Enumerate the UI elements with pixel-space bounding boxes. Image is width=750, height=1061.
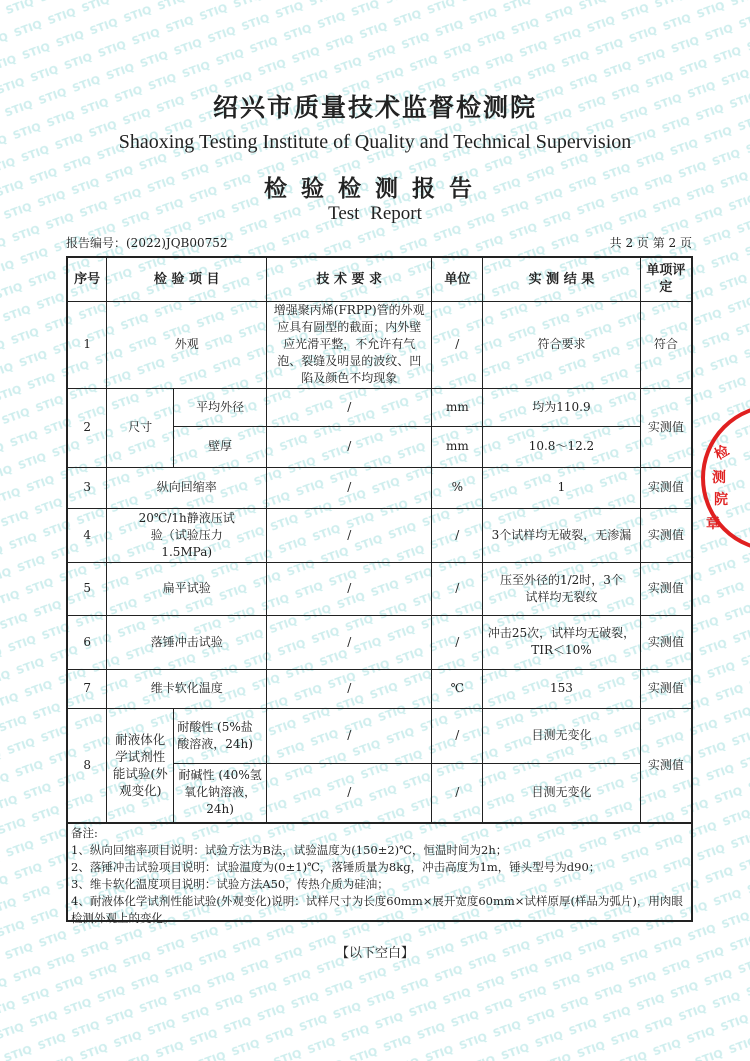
header-no: 序号 <box>67 257 107 301</box>
cell-eval: 实测值 <box>640 388 692 467</box>
cell-result: 目测无变化 <box>483 708 640 763</box>
cell-no: 4 <box>67 508 107 562</box>
cell-req: / <box>267 426 432 467</box>
table-row <box>67 669 692 708</box>
cell-result: 10.8～12.2 <box>483 426 640 467</box>
cell-no: 8 <box>67 708 107 823</box>
cell-unit: / <box>432 301 483 388</box>
cell-result: 压至外径的1/2时，3个试样均无裂纹 <box>483 562 640 615</box>
test-results-table <box>66 256 693 824</box>
cell-result: 153 <box>483 669 640 708</box>
cell-subitem: 壁厚 <box>174 426 267 467</box>
cell-subitem: 平均外径 <box>174 388 267 426</box>
cell-item: 尺寸 <box>107 388 174 467</box>
cell-item: 20℃/1h静液压试验（试验压力1.5MPa) <box>107 508 267 562</box>
header-item: 检 验 项 目 <box>107 257 267 301</box>
cell-subitem: 耐碱性 (40%氢氧化钠溶液，24h) <box>174 763 267 823</box>
cell-eval: 实测值 <box>640 708 692 823</box>
note-line: 2、落锤冲击试验项目说明：试验温度为(0±1)℃，落锤质量为8kg，冲击高度为1m，锤头型号为d90； <box>71 860 601 874</box>
institute-name-en: Shaoxing Testing Institute of Quality and Technical Supervision <box>118 131 632 153</box>
cell-unit: / <box>432 508 483 562</box>
note-line: 1、纵向回缩率项目说明：试验方法为B法，试验温度为(150±2)℃，恒温时间为2h； <box>71 843 508 857</box>
cell-result: 符合要求 <box>483 301 640 388</box>
table-row <box>67 301 692 388</box>
cell-item: 维卡软化温度 <box>107 669 267 708</box>
cell-req: / <box>267 562 432 615</box>
institute-name-cn: 绍兴市质量技术监督检测院 <box>212 93 537 122</box>
note-line: 3、维卡软化温度项目说明：试验方法A50，传热介质为硅油； <box>71 877 389 891</box>
cell-eval: 实测值 <box>640 669 692 708</box>
cell-no: 3 <box>67 467 107 508</box>
svg-text:章: 章 <box>706 516 720 532</box>
cell-item: 扁平试验 <box>107 562 267 615</box>
cell-eval: 实测值 <box>640 467 692 508</box>
svg-text:检: 检 <box>712 442 733 464</box>
note-line: 4、耐液体化学试剂性能试验(外观变化)说明：试样尺寸为长度60mm×展开宽度60mm×试样原厚(样品为弧片)，用肉眼检测外观上的变化。 <box>71 894 683 925</box>
cell-eval: 符合 <box>640 301 692 388</box>
cell-req: / <box>267 763 432 823</box>
cell-req: / <box>267 669 432 708</box>
cell-unit: / <box>432 615 483 669</box>
cell-result: 3个试样均无破裂，无渗漏 <box>483 508 640 562</box>
cell-eval: 实测值 <box>640 562 692 615</box>
table-row <box>67 708 692 763</box>
table-row <box>67 508 692 562</box>
cell-result: 1 <box>483 467 640 508</box>
cell-req: 增强聚丙烯(FRPP)管的外观应具有圆型的截面；内外壁应光滑平整，不允许有气泡、裂缝及明显的波纹、凹陷及颜色不均现象 <box>267 301 432 388</box>
header-eval: 单项评定 <box>640 257 692 301</box>
header-req: 技 术 要 求 <box>267 257 432 301</box>
cell-req: / <box>267 388 432 426</box>
cell-result: 冲击25次，试样均无破裂，TIR＜10% <box>483 615 640 669</box>
cell-eval: 实测值 <box>640 508 692 562</box>
cell-unit: / <box>432 708 483 763</box>
svg-text:测: 测 <box>712 470 726 486</box>
blank-below-marker: 【以下空白】 <box>335 946 414 961</box>
report-title-en: Test Report <box>328 203 422 224</box>
page-info: 共 2 页 第 2 页 <box>609 236 692 250</box>
cell-item: 纵向回缩率 <box>107 467 267 508</box>
official-seal-stamp <box>690 400 750 560</box>
cell-item: 落锤冲击试验 <box>107 615 267 669</box>
cell-eval: 实测值 <box>640 615 692 669</box>
report-number: 报告编号：(2022)JQB00752 <box>66 236 228 250</box>
cell-no: 7 <box>67 669 107 708</box>
cell-unit: / <box>432 763 483 823</box>
cell-no: 1 <box>67 301 107 388</box>
notes <box>66 822 693 925</box>
cell-no: 2 <box>67 388 107 467</box>
cell-unit: mm <box>432 388 483 426</box>
cell-item: 耐液体化学试剂性能试验(外观变化) <box>107 708 174 823</box>
cell-unit: ℃ <box>432 669 483 708</box>
cell-result: 均为110.9 <box>483 388 640 426</box>
cell-req: / <box>267 615 432 669</box>
cell-result: 目测无变化 <box>483 763 640 823</box>
cell-unit: % <box>432 467 483 508</box>
cell-subitem: 耐酸性 (5%盐酸溶液，24h) <box>174 708 267 763</box>
report-title-cn: 检验检测报告 <box>264 176 486 202</box>
cell-no: 5 <box>67 562 107 615</box>
cell-item: 外观 <box>107 301 267 388</box>
svg-text:院: 院 <box>714 492 728 508</box>
header-result: 实 测 结 果 <box>483 257 640 301</box>
table-row <box>67 467 692 508</box>
cell-no: 6 <box>67 615 107 669</box>
table-row <box>67 388 692 426</box>
notes-title: 备注: <box>71 826 98 840</box>
cell-req: / <box>267 708 432 763</box>
table-row <box>67 562 692 615</box>
cell-unit: mm <box>432 426 483 467</box>
table-row <box>67 615 692 669</box>
cell-req: / <box>267 467 432 508</box>
header-unit: 单位 <box>432 257 483 301</box>
cell-unit: / <box>432 562 483 615</box>
cell-req: / <box>267 508 432 562</box>
table-header <box>67 257 692 301</box>
